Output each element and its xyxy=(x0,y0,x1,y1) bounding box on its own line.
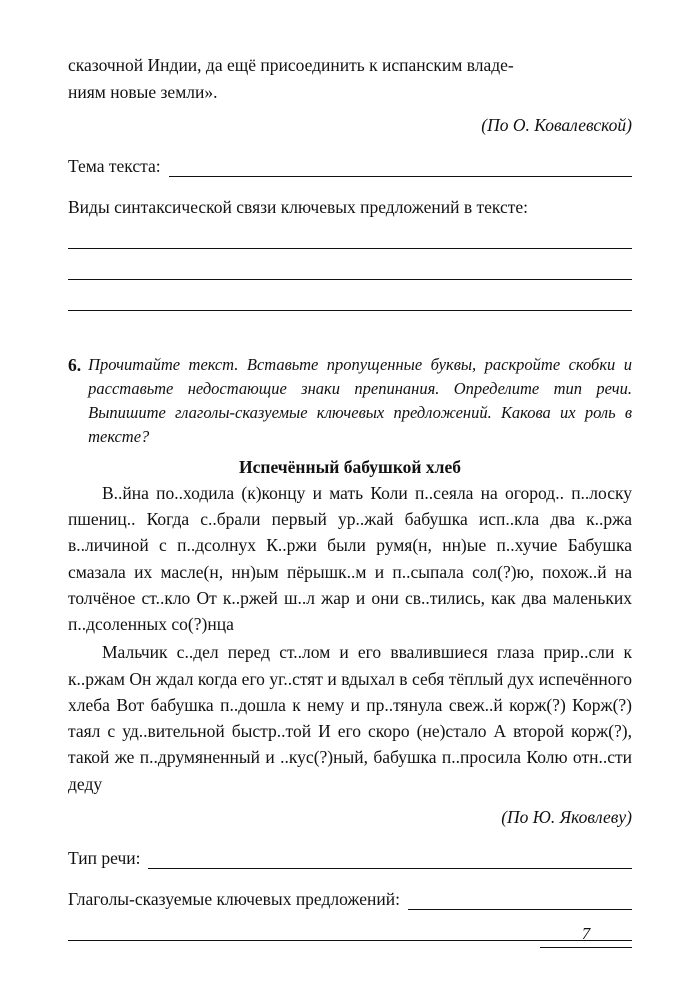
syntax-answer-line-2[interactable] xyxy=(68,279,632,280)
task-6-instruction: Прочитайте текст. Вставьте пропущенные буквы, раскройте скобки и расставьте недостающие знаки препинания. Определите тип речи. Выпишите глаголы-сказуемые ключевых предложений. Какова их роль в тексте? xyxy=(88,355,632,446)
verbs-line[interactable] xyxy=(408,896,632,910)
syntax-answer-line-3[interactable] xyxy=(68,310,632,311)
verbs-label: Глаголы-сказуемые ключевых предложений: xyxy=(68,888,401,909)
continued-line-2: ниям новые земли». xyxy=(68,81,218,102)
syntax-field-label: Виды синтаксической связи ключевых предложений в тексте: xyxy=(68,197,528,218)
task-6-paragraph-2: Мальчик с..дел перед ст..лом и его ввалившиеся глаза прир..сли к к..ржам Он ждал когда его уг..стят и вдыхал в себя тёплый дух испечённого хлеба Вот бабушка п..дошла к нему и пр..тянула свеж..й корж(?) Корж(?) таял с уд..вительной быстр..той И его скоро (не)стало А второй корж(?), такой же п..друмяненный и ..кус(?)ный, бабушка п..просила Колю отн..сти деду xyxy=(68,642,632,794)
theme-field-label: Тема текста: xyxy=(68,156,161,177)
continued-paragraph xyxy=(68,52,632,105)
task-6-title: Испечённый бабушкой хлеб xyxy=(239,456,461,477)
continued-line-1: сказочной Индии, да ещё присоединить к испанским владе- xyxy=(68,55,514,75)
page-number-rule xyxy=(540,947,632,948)
theme-field-row xyxy=(68,156,632,177)
task-6 xyxy=(68,353,632,449)
verbs-field-row xyxy=(68,889,632,910)
speech-type-line[interactable] xyxy=(148,855,632,869)
theme-field-line[interactable] xyxy=(169,163,632,177)
syntax-answer-line-1[interactable] xyxy=(68,248,632,249)
attribution-yakovlev: (По Ю. Яковлеву) xyxy=(501,806,632,827)
speech-type-field-row xyxy=(68,848,632,869)
page-number: 7 xyxy=(581,924,591,943)
task-6-paragraph-1: В..йна по..ходила (к)концу и мать Коли п..сеяла на огород.. п..лоску пшениц.. Когда с..брали первый ур..жай бабушка исп..кла два к..ржа в..личиной с п..дсолнух К..ржи были румя(н, нн)ые п..хучие Бабушка смазала их масле(н, нн)ым пёрышк..м и п..сыпала сол(?)ю, похож..й на толчёное ст..кло От к..ржей ш..л жар и они св..тились, как два маленьких п..дсоленных со(?)нца xyxy=(68,482,632,635)
page-footer xyxy=(540,924,632,948)
speech-type-label: Тип речи: xyxy=(68,847,141,868)
attribution-kovalevskaya: (По О. Ковалевской) xyxy=(481,115,632,136)
task-6-number: 6. xyxy=(68,355,82,376)
